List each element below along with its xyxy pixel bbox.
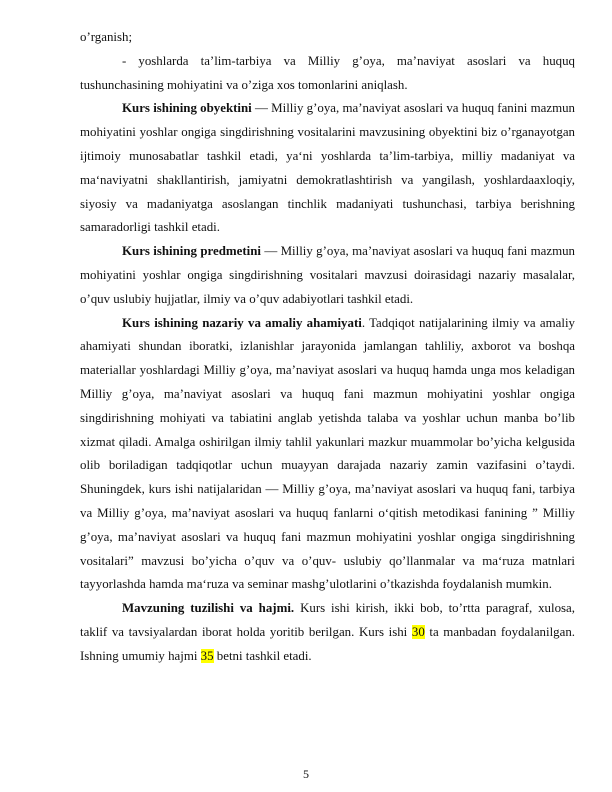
text-tuzilish-a: Kurs ishi kirish, ikki bob, to’rtta paragraf, xulosa, taklif va tavsiyalardan iborat holda yoritib berilgan. Kurs ishi [80,601,575,639]
paragraph-ahamiyat [80,312,575,598]
paragraph-top-line: o’rganish; [80,30,133,44]
text-ahamiyat: . Tadqiqot natijalarining ilmiy va amaliy ahamiyati shundan iboratki, izlanishlar jarayonida jamlangan tahliliy, axborot va boshqa materiallar yoshlardagi Milliy g’oya, ma’naviyat asoslari va huquq hamda unga mos keladigan Milliy g’oya, ma’naviyat asoslari va huquq fani mazmun mohiyatini yoshlar ongiga singdirishning mohiyati va tabiatini anglab yetishda talaba va yoshlar uchun manba bo’lib xizmat qiladi. Amalga oshirilgan ilmiy tahlil yakunlari mazkur muammolar bo’yicha kelgusida olib boriladigan tadqiqotlar uchun muayyan darajada nazariy zamin vazifasini o’taydi. Shuningdek, kurs ishi natijalaridan — Milliy g’oya, ma’naviyat asoslari va huquq fani, tarbiya va Milliy g’oya, ma’naviyat asoslari va huquq fanlarni o‘qitish metodikasi fanining ” Milliy g’oya, ma’naviyat asoslari va huquq fani mazmun mohiyatini yoshlar ongiga singdirishning vositalari” mavzusi bo’yicha o’quv va o’quv- uslubiy qo’llanmalar va ma‘ruza matnlari tayyorlashda hamda ma‘ruza va seminar mashg’ulotlarini o’tkazishda foydalanish mumkin. [80,315,575,592]
document-body [80,26,575,669]
paragraph-bullet: - yoshlarda ta’lim-tarbiya va Milliy g’oya, ma’naviyat asoslari va huquq tushunchasining mohiyatini va o’ziga xos tomonlarini aniqlash. [80,53,575,92]
page-number: 5 [303,767,309,781]
heading-ahamiyat: Kurs ishining nazariy va amaliy ahamiyati [122,315,362,330]
heading-obyekt: Kurs ishining obyektini [122,101,252,116]
text-tuzilish-b: ta manbadan foydalanilgan. Ishning umumiy hajmi [80,624,575,663]
paragraph-predmet [80,240,575,311]
heading-tuzilish: Mavzuning tuzilishi va hajmi. [122,601,295,616]
highlight-sources-count: 30 [411,624,425,639]
text-predmet: — Milliy g’oya, ma’naviyat asoslari va huquq fani mazmun mohiyatini yoshlar ongiga singdirishning vositalari mavzusi doirasidagi nazariy masalalar, o’quv uslubiy hujjatlar, ilmiy va o’quv adabiyotlari tashkil etadi. [80,244,575,306]
text-tuzilish-c: betni tashkil etadi. [213,648,312,663]
heading-predmet: Kurs ishining predmetini [122,244,261,259]
highlight-pages-count: 35 [200,648,214,663]
paragraph-obyekt [80,97,575,240]
text-obyekt: — Milliy g’oya, ma’naviyat asoslari va huquq fanini mazmun mohiyatini yoshlar ongiga singdirishning vositalarini mavzusining obyektini biz o’rganayotgan ijtimoiy munosabatlar tashkil etadi, ya‘ni yoshlarda ta’lim-tarbiya, milliy madaniyat va ma‘naviyatni shakllantirish, jamiyatni demokratlashtirish va yangilash, yoshlardaaxloqiy, siyosiy va madaniyatga asoslangan tinchlik madaniyati tushunchasi, tarbiya berishning samaradorligi tashkil etadi. [80,101,575,235]
paragraph-tuzilish [80,597,575,668]
